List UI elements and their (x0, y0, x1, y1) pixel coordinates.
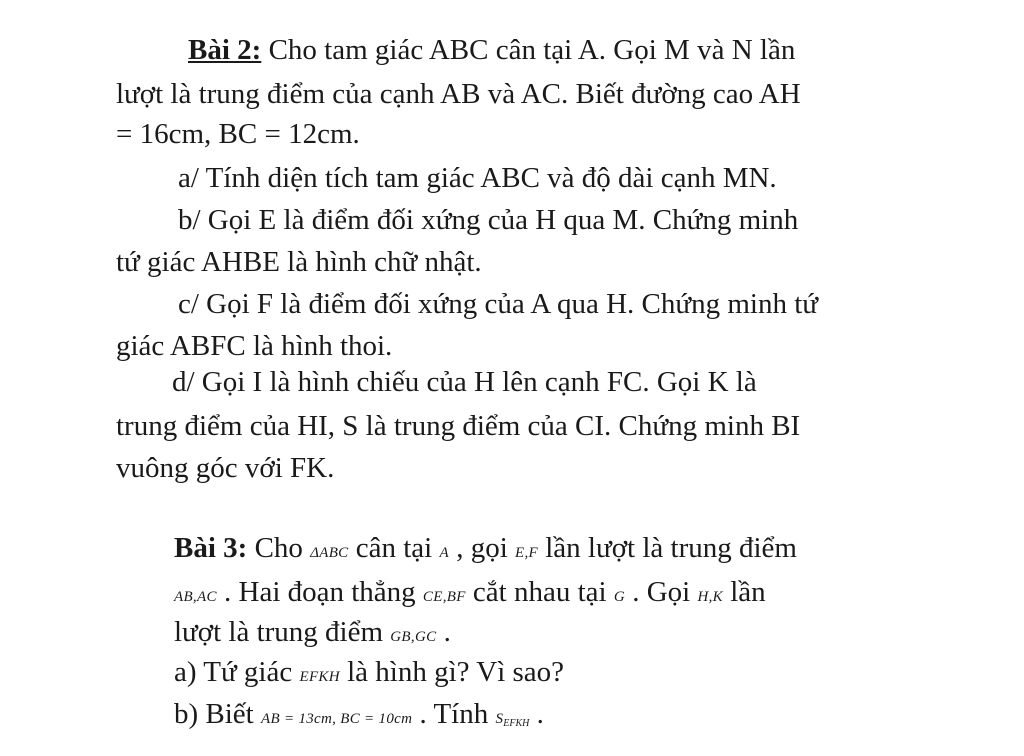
bai3-heading: Bài 3: (174, 532, 248, 564)
math-ab-ac: AB,AC (174, 589, 217, 605)
math-triangle-abc: ΔABC (310, 545, 349, 561)
bai3-line-1 (174, 528, 797, 573)
bai3-line-2 (174, 572, 766, 617)
math-gb-gc: GB,GC (390, 629, 437, 645)
text: là hình gì? Vì sao? (339, 656, 565, 688)
text: . Hai đoạn thẳng (216, 576, 423, 608)
text: lượt là trung điểm (174, 616, 391, 648)
bai2-line-2: lượt là trung điểm của cạnh AB và AC. Biết đường cao AH (116, 78, 801, 110)
text: b) Biết (174, 698, 261, 730)
text: lần lượt là trung điểm (538, 532, 797, 564)
bai2-text: Cho tam giác ABC cân tại A. Gọi M và N lần (261, 34, 796, 66)
text: cắt nhau tại (465, 576, 614, 608)
bai3-question-a (174, 652, 564, 697)
bai2-question-c-cont: giác ABFC là hình thoi. (116, 330, 393, 362)
bai2-heading: Bài 2: (188, 34, 262, 66)
math-ce-bf: CE,BF (422, 589, 466, 605)
math-points-ef: E,F (515, 545, 538, 561)
bai2-line-3: = 16cm, BC = 12cm. (116, 118, 360, 150)
math-point-g: G (613, 589, 625, 605)
text: . (529, 698, 544, 730)
bai2-question-d-cont: trung điểm của HI, S là trung điểm của CI. Chứng minh BI (116, 410, 801, 442)
text: lần (722, 576, 766, 608)
bai2-question-b: b/ Gọi E là điểm đối xứng của H qua M. Chứng minh (178, 204, 799, 236)
bai3-question-b (174, 694, 544, 744)
text: . (436, 616, 451, 648)
math-points-hk: H,K (697, 589, 723, 605)
math-area-subscript: EFKH (503, 718, 530, 729)
math-point-a: A (439, 545, 449, 561)
bai2-question-d-end: vuông góc với FK. (116, 452, 335, 484)
math-area-s: S (495, 711, 504, 727)
bai2-line-1 (188, 30, 795, 70)
bai2-question-c: c/ Gọi F là điểm đối xứng của A qua H. Chứng minh tứ (178, 288, 818, 320)
bai3-line-3 (174, 612, 451, 657)
text: Cho (247, 532, 311, 564)
text: a) Tứ giác (174, 656, 300, 688)
bai2-question-a: a/ Tính diện tích tam giác ABC và độ dài cạnh MN. (178, 162, 777, 194)
bai2-question-d: d/ Gọi I là hình chiếu của H lên cạnh FC. Gọi K là (172, 366, 757, 398)
math-given-lengths: AB = 13cm, BC = 10cm (261, 711, 413, 727)
bai2-question-b-cont: tứ giác AHBE là hình chữ nhật. (116, 246, 482, 278)
text: , gọi (448, 532, 516, 564)
text: cân tại (348, 532, 440, 564)
text: . Gọi (624, 576, 698, 608)
text: . Tính (412, 698, 496, 730)
math-efkh: EFKH (299, 669, 340, 685)
